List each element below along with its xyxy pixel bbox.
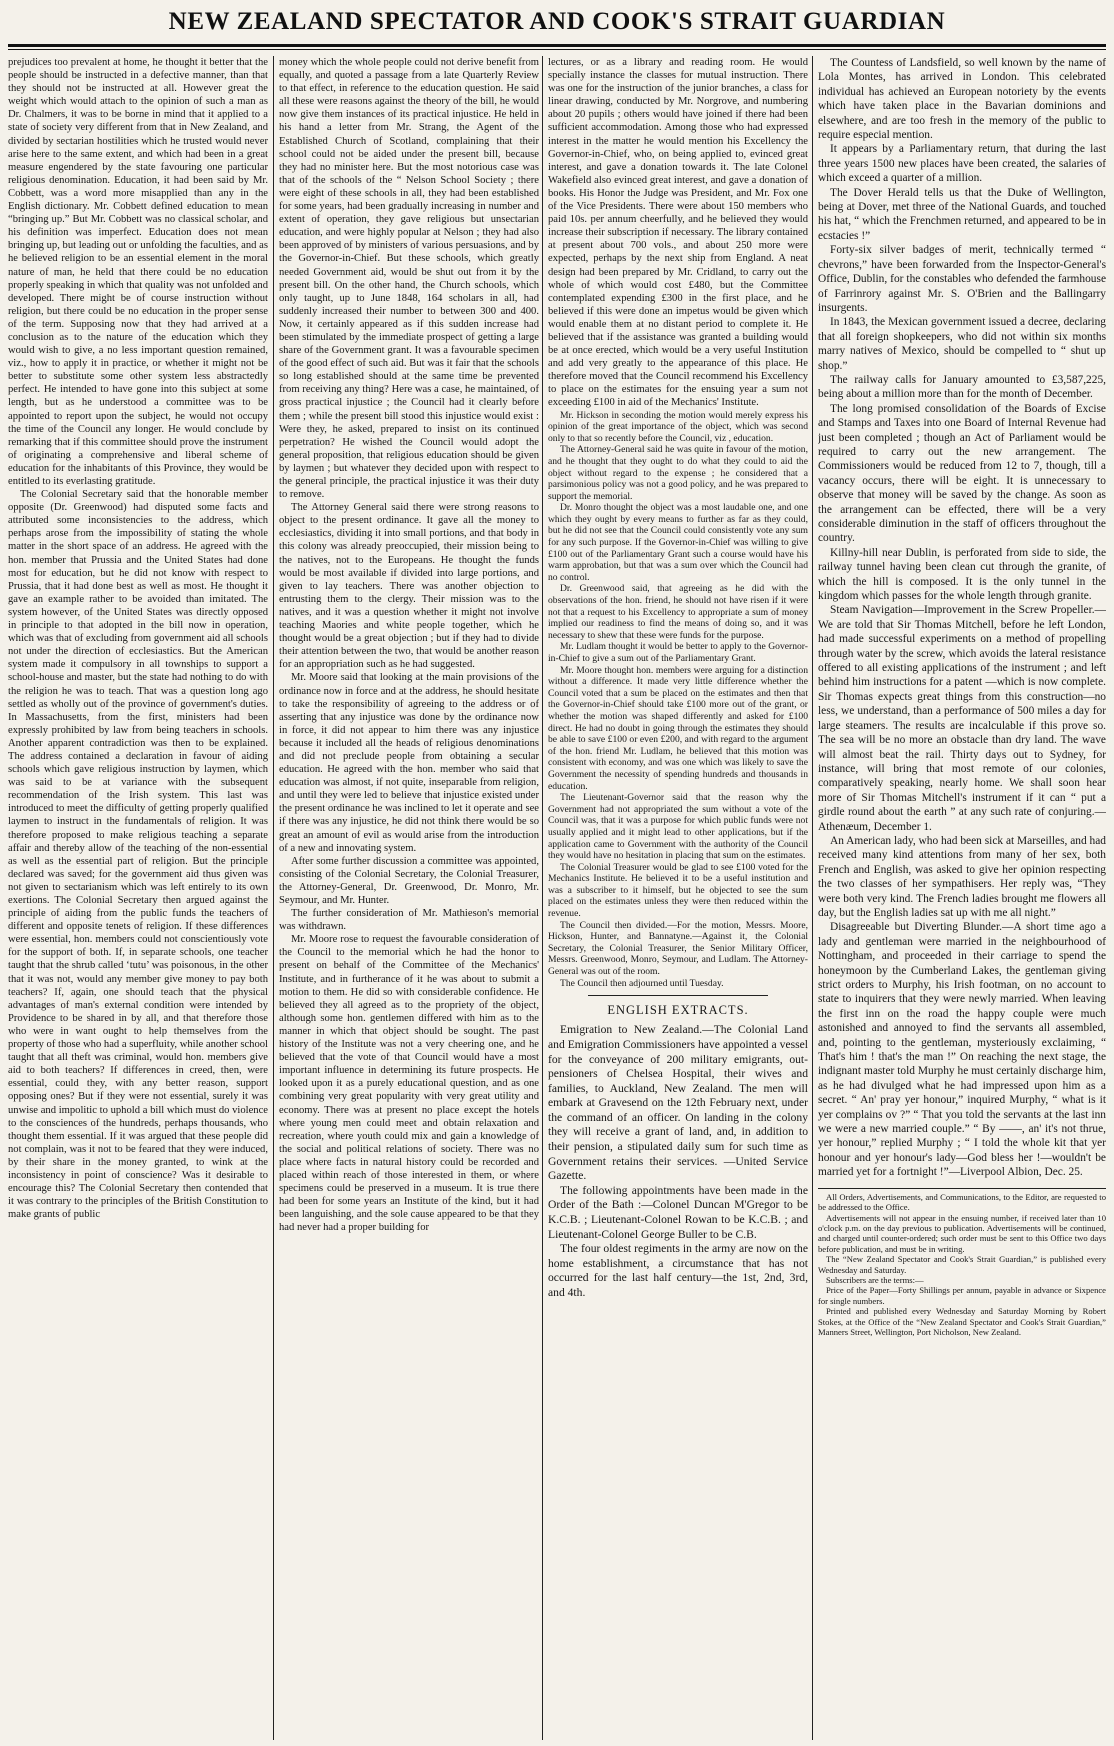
council-proceedings-small — [548, 410, 808, 990]
paragraph: The railway calls for January amounted to £3,587,225, being about a million more than for the month of December. — [818, 373, 1106, 401]
paragraph: Dr. Greenwood said, that agreeing as he did with the observations of the hon. friend, he should not have risen if it were not that a request to his Excellency to appropriate a sum of money implied our readiness to find the means of doing so, and it was necessary to shew that these were funds for the purpose. — [548, 583, 808, 641]
publication-footer — [818, 1188, 1106, 1338]
column-3 — [548, 56, 808, 1740]
paragraph: The Attorney General said there were strong reasons to object to the present ordinance. It gave all the money to ecclesiastics, dividing it into small portions, and that body in this colony was already preoccupied, their mission being to the natives, not to the Europeans. He thought the funds would be most available if divided into large portions, and given to lay teachers. There was another objection to entrusting them to the clergy. Their mission was to the natives, and it was a question whether it might not involve teaching Maories and white people together, which he thought would be a great objection ; but if they had to divide their attention between the two, that would be another reason for an appropriation such as he had suggested. — [279, 502, 539, 671]
paragraph: The Council then divided.—For the motion, Messrs. Moore, Hickson, Hunter, and Bannatyne.—Against it, the Colonial Secretary, the Colonial Treasurer, the Senior Military Officer, Messrs. Greenwood, Monro, Seymour, and Ludlam. The Attorney-General was out of the room. — [548, 919, 808, 978]
column-2 — [279, 56, 539, 1740]
column-divider — [542, 56, 543, 1740]
footer-line: All Orders, Advertisements, and Communications, to the Editor, are requested to be addressed to the Office. — [818, 1191, 1106, 1213]
paragraph: Mr. Moore thought hon. members were arguing for a distinction without a difference. It made very little difference whether the Council voted that a sum be placed on the estimates and then that the Governor-in-Chief should take £100 more out of the grant, or whether the motion was shaped differently and asked for £100 direct. He had no doubt in going through the estimates they should be able to save £100 or even £200, and with regard to the argument of the hon. friend Mr. Ludlam, he believed that this motion was consistent with economy, and was one which was likely to save the Government the necessity of spending hundreds and thousands in education. — [548, 664, 808, 792]
masthead-rule-thin — [8, 49, 1106, 50]
paragraph: Steam Navigation—Improvement in the Screw Propeller.—We are told that Sir Thomas Mitchell, before he left London, had made successful experiments on a method of propelling through water by the screw, which avoids the lateral resistance offered to all existing applications of the instrument ; and left behind him instructions for a patent —which is now complete. Sir Thomas expects great things from this construction—no less, we understand, than a performance of 500 miles a day for large steamers. The results are incalculable if this prove so. The sea will be no more an obstacle than dry land. The wave will almost beat the rail. Thirty days out to Sydney, for instance, will bring that most remote of our colonies, comparatively speaking, nearly home. We shall soon hear more of Sir Thomas Mitchell's instrument if it can “ put a girdle round about the earth ” at any such rate of conjuring.— Athenæum, December 1. — [818, 604, 1106, 833]
paragraph: The following appointments have been made in the Order of the Bath :—Colonel Duncan M'Gregor to be K.C.B. ; Lieutenant-Colonel Rowan to be K.C.B. ; and Lieutenant-Colonel George Buller to be C.B. — [548, 1183, 808, 1241]
paragraph: prejudices too prevalent at home, he thought it better that the people should be instructed in a defective manner, than that they should not be instructed at all. However great the weight which would attach to the opinion of such a man as Dr. Chalmers, it was to be borne in mind that it applied to a state of society very different from that in New Zealand, and divided by sectarian hostilities which he trusted would never arise here to the same extent, and which had been in a great measure engendered by the state favouring one particular religious denomination. Education, it had been said by Mr. Cobbett, was a word more misapplied than any in the English dictionary. Mr. Cobbett defined education to mean “bringing up.” But Mr. Cobbett was no classical scholar, and his definition was imperfect. Education does not mean bringing up, but leading out or unfolding the faculties, and as he believed religion to be an essential element in the moral nature of man, he held that there could be no education properly speaking in which that quality was not unfolded and developed. There might be of course instruction without religion, but there could be no education in the proper sense of the term. Supposing now that they had arrived at a conclusion as to the nature of the education which they would wish to give, a no less important question remained, viz., how to apply it in practice, or whether it might not be better to substitute some other system less abstractedly perfect. He intended to have gone into this subject at some length, but as he understood a committee was to be appointed to report upon the subject, he would not occupy the time of the Council any longer. He would conclude by remarking that if this committee should prove the instrument of originating a comprehensive and liberal scheme of education for the inhabitants of this Province, they would be entitled to its everlasting gratitude. — [8, 57, 268, 487]
paragraph: The Dover Herald tells us that the Duke of Wellington, being at Dover, met three of the National Guards, and touched his hat, “ which the Frenchmen returned, and appeared to be in ecstacies !” — [818, 186, 1106, 242]
paragraph: The further consideration of Mr. Mathieson's memorial was withdrawn. — [279, 908, 539, 933]
paragraph: lectures, or as a library and reading room. He would specially instance the classes for mutual instruction. There was one for the instruction of the junior branches, a class for linear drawing, conducted by Mr. Norgrove, and numbering about 20 pupils ; others would have joined if there had been sufficient accommodation. Among those who had expressed interest in the matter he would mention his Excellency the Governor-in-Chief, who, on being applied to, evinced great interest, and gave a donation towards it. The late Colonel Wakefield also evinced great interest, and gave a donation of books. His Honor the Judge was President, and Mr. Fox one of the Vice Presidents. There were about 150 members who paid 10s. per annum cheerfully, and he believed they would increase their subscription if necessary. The library contained at present about 700 vols., and about 250 more were expected, perhaps by the next ship from England. A neat design had been prepared by Mr. Cridland, to carry out the whole of which would cost £480, but the Committee contemplated expending £300 in the first place, and he believed if this were done an impetus would be given which would enable them at no distant period to complete it. He believed that if the assistance was granted a building would be at once erected, which would be a very useful Institution and add very greatly to the appearance of this place. He therefore moved that the Council recommend his Excellency to place on the estimates for the ensuing year a sum not exceeding £100 in aid of the Mechanics' Institute. — [548, 57, 808, 409]
paragraph: In 1843, the Mexican government issued a decree, declaring that all foreign shopkeepers, who did not within six months marry natives of Mexico, should be compelled to “ shut up shop.” — [818, 316, 1106, 372]
english-extracts — [548, 1023, 808, 1300]
paragraph: Mr. Moore said that looking at the main provisions of the ordinance now in force and at the address, he should hesitate to take the responsibility of agreeing to the address or of asserting that any injustice was done by the ordinance now in force, it did not appear to him there was any injustice because it included all the heads of religious denominations and did not preclude people from obtaining a secular education. He agreed with the hon. member who said that education was almost, if not quite, inseparable from religion, and until they were led to believe that injustice existed under the present ordinance he was inclined to let it operate and see if there was any injustice, he did not think there would be so great an amount of evil as would arise from the introduction of a new and innovating system. — [279, 672, 539, 854]
paragraph: The Countess of Landsfield, so well known by the name of Lola Montes, has arrived in London. This celebrated individual has achieved an European notoriety by the events which have taken place in the Bavarian dominions and elsewhere, and are too fresh in the memory of the public to require especial mention. — [818, 57, 1106, 142]
paragraph: Mr. Ludlam thought it would be better to apply to the Governor-in-Chief to give a sum out of the Parliamentary Grant. — [548, 641, 808, 664]
paragraph: Disagreeable but Diverting Blunder.—A short time ago a lady and gentleman were married in the neighbourhood of Nottingham, and proceeded in their carriage to spend the honeymoon by the Cumberland Lakes, the gentleman giving strict orders to Murphy, his Irish footman, on no account to state to inquirers that they were newly married. When leaving the first inn on the road the happy couple were much astonished and annoyed to find the servants all assembled, and, pointing to the gentleman, mysteriously exclaiming, “ That's him ! that's the man !” On reaching the next stage, the indignant master told Murphy he must certainly discharge him, as he had divulged what he had impressed upon him as a secret. “ An' pray yer honour,” inquired Murphy, “ what is it yer complains ov ?” “ That you told the servants at the last inn we were a new married couple.” “ By ——, an' it's not thrue, yer honour,” replied Murphy ; “ I told the whole kit that yer honour and yer honour's lady—God bless her !—wouldn't be married yet for a fortnight !”—Liverpool Albion, Dec. 25. — [818, 921, 1106, 1179]
masthead-title: NEW ZEALAND SPECTATOR AND COOK'S STRAIT GUARDIAN — [168, 8, 946, 35]
paragraph: The Colonial Treasurer would be glad to see £100 voted for the Mechanics Institute. He believed it to be a useful institution and was a subscriber to it himself, but he objected to see the sum placed on the estimates unless they were then reduced within the revenue. — [548, 861, 808, 920]
paragraph: After some further discussion a committee was appointed, consisting of the Colonial Secretary, the Colonial Treasurer, the Attorney-General, Dr. Greenwood, Dr. Monro, Mr. Seymour, and Mr. Hunter. — [279, 855, 539, 906]
paragraph: An American lady, who had been sick at Marseilles, and had received many kind attentions from many of her sex, both French and English, was asked to give her opinion respecting the two classes of her sympathisers. Her reply was, “They were both very kind. The French ladies brought me flowers all day, but the English ladies sat up with me all night.” — [818, 834, 1106, 919]
paragraph: money which the whole people could not derive benefit from equally, and quoted a passage from a late Quarterly Review to that effect, in reference to the education question. He said all these were reasons against the theory of the bill, he would now give them instances of its practical injustice. He held in his hand a letter from Mr. Strang, the Agent of the Established Church of Scotland, complaining that their school could not be aided under the present bill, because they had no minister here. But the most notorious case was that of the schools of the “ Nelson School Society ; there were eight of these schools in all, they had been established for some years, had been gradually increasing in number and extent of operation, they gave religious but unsectarian education, and were highly popular at Nelson ; they had also been approved of by ministers of various persuasions, and by the Governor-in-Chief. But these schools, which greatly needed Government aid, would be shut out from it by the present bill. On the other hand, the Church schools, which only taught, up to June 1848, 164 scholars in all, had suddenly increased their number to between 300 and 400. Now, it certainly appeared as if this sudden increase had been stimulated by the immediate prospect of getting a large share of the Government grant. It was a favourable specimen of the good effect of such aid. But was it fair that the schools so long established should at the same time be prevented from receiving any thing? Here was a case, he maintained, of gross practical injustice ; the Council had it clearly before them ; while the present bill stood this injustice would exist : Were they, he asked, prepared to insist on its continued perpetration? He wished the Council would adopt the general proposition, that religious education should be given by laymen ; but whatever they decided upon with respect to the general principle, the practical injustice it was their duty to remove. — [279, 57, 539, 501]
paragraph: The Council then adjourned until Tuesday. — [560, 977, 724, 989]
column-divider — [812, 56, 813, 1740]
paragraph: The Colonial Secretary said that the honorable member opposite (Dr. Greenwood) had disputed some facts and attributed some inconsistencies to the address, which perhaps arose from the impossibility of stating the whole matter in the short space of an address. He agreed with the hon. member that Prussia and the United States had done most for education, but he did not know with respect to Prussia, that it had done best as well as most. He thought it gave an example rather to be avoided than imitated. The system however, of the United States was directly opposed in principle to that adopted in the bill now in operation, which was that of excluding from government aid all schools not under the direction of ecclesiastics. But the American system made it compulsory in all townships to support a school-house and master, but the state had nothing to do with the religion he was to teach. That was a question long ago settled as wholly out of the province of government's duties. In Massachusetts, from the first, ministers had been expressly prohibited by law from being teachers in schools. Another apparent contradiction was then to be explained. The address contained a declaration in favour of aiding schools which gave religious instruction by laymen, which was said to be at variance with the subsequent recommendation of the Irish system. This last was introduced to meet the difficulty of getting properly qualified laymen to instruct in the fundamentals of religion. It was therefore proposed to make religious teaching a separate affair and thereby allow of the teaching of the non-essential as well as the essential part of religion. But the principle declared was saved; for the government aid thus given was not given to sectarianism which was left entirely to its own exertions. The Colonial Secretary then argued against the principle of aiding from the public funds the teachers of different and opposite tenets of religion. If these differences were essential, hon. members could not conscientiously vote for the support of both. If, in separate schools, one teacher taught that the shrub called ‘tutu’ was poisonous, in the other that it was not, would any member give money to pay both teachers? If, again, one should teach that the physical advantages of man's external condition were intended by Providence to be shared in by all, and that therefore those who were in want ought to help themselves from the property of those who had a superfluity, while another school taught that all theft was criminal, would hon. members give aid to both teachers? If differences in creed, then, were essential, could they, with any better reason, support opposing ones? But if they were not essential, surely it was unwise and impolitic to uphold a bill which must do violence to the consciences of the hundreds, perhaps thousands, who thought them essential. If it was argued that these people did not complain, was it not to be feared that they were induced, by their share in the money granted, to wink at the inconsistency in point of conscience? Was it desirable to encourage this? The Colonial Secretary then contended that it was contrary to the principles of the British Constitution to make grants of public — [8, 489, 268, 1221]
masthead-rule-thick — [8, 44, 1106, 47]
paragraph: Forty-six silver badges of merit, technically termed “ chevrons,” have been forwarded from the Inspector-General's Office, Dublin, for the constables who defended the farmhouse of Farrinrory against Mr. S. O'Brien and the Ballingarry insurgents. — [818, 244, 1106, 314]
section-rule — [588, 995, 768, 996]
column-4 — [818, 56, 1106, 1740]
footer-line: The “New Zealand Spectator and Cook's Strait Guardian,” is published every Wednesday and Saturday. — [818, 1254, 1106, 1275]
paragraph: The four oldest regiments in the army are now on the home establishment, a circumstance that has not occurred for the last half century—the 1st, 2nd, 3rd, and 4th. — [548, 1242, 808, 1299]
footer-line: Subscribers are the terms:— — [826, 1274, 924, 1285]
paragraph: Mr. Hickson in seconding the motion would merely express his opinion of the great importance of the object, which was second only to that so recently before the Council, viz , education. — [548, 409, 808, 444]
paragraph: The Lieutenant-Governor said that the reason why the Government had not appropriated the sum without a vote of the Council was, that it was a purpose for which public funds were not usually applied and it might lead to other applications, but if the application came to Government with the authority of the Council they would have no hesitation in placing that sum on the estimates. — [548, 792, 808, 862]
footer-line: Advertisements will not appear in the ensuing number, if received later than 10 o'clock p.m. on the day previous to publication. Advertisements will be continued, and charged until counter-ordered; such order must be sent to this Office two days before publication, and must be in writing. — [818, 1212, 1106, 1254]
paragraph: The Attorney-General said he was quite in favour of the motion, and he thought that they ought to do what they could to aid the object without regard to the expense ; he considered that a parsimonious policy was not a good policy, and he was prepared to support the memorial. — [548, 444, 808, 502]
footer-line: Printed and published every Wednesday and Saturday Morning by Robert Stokes, at the Office of the “New Zealand Spectator and Cook's Strait Guardian,” Manners Street, Wellington, Port Nicholson, New Zealand. — [818, 1306, 1106, 1337]
paragraph: Emigration to New Zealand.—The Colonial Land and Emigration Commissioners have appointed a vessel for the conveyance of 200 military emigrants, out-pensioners of Chelsea Hospital, their wives and families, to Auckland, New Zealand. The men will embark at Gravesend on the 12th February next, under the command of an officer. On landing in the colony they will receive a grant of land, and, in addition to their pension, a stipulated daily sum for such time as Government retains their services. —United Service Gazette. — [548, 1023, 808, 1183]
paragraph: Killny-hill near Dublin, is perforated from side to side, the railway tunnel having been clean cut through the granite, of which the hill is composed. It is the only tunnel in the kingdom which passes for the whole length through granite. — [818, 546, 1106, 603]
footer-line: Price of the Paper—Forty Shillings per annum, payable in advance or Sixpence for single numbers. — [818, 1285, 1106, 1306]
paragraph: The long promised consolidation of the Boards of Excise and Stamps and Taxes into one Board of Internal Revenue had just been completed ; though an Act of Parliament would be required to carry out the new arrangement. The Commissioners would be reduced from 12 to 7, though, till a vacancy occurs, there will be eight. It is unnecessary to observe that money will be saved by the change. As soon as the arrangement can be effected, there will be a very considerable diminution in the staff of officers throughout the country. — [818, 402, 1106, 545]
paragraph: Dr. Monro thought the object was a most laudable one, and one which they ought by every means to further as far as they could, but he did not see that the Council could consistently vote any sum for any such purpose. If the Governor-in-Chief was willing to give £100 out of the Parliamentary Grant such a course would have his warm approbation, but that was a sum over which the Council had no control. — [548, 502, 808, 583]
section-heading-english-extracts: ENGLISH EXTRACTS. — [607, 1003, 749, 1018]
column-1 — [8, 56, 268, 1740]
paragraph: Mr. Moore rose to request the favourable consideration of the Council to the memorial which he had the honor to present on behalf of the Committee of the Mechanics' Institute, and in furtherance of it he was about to submit a motion to them. He did so with considerable confidence. He believed they all agreed as to the propriety of the object, although some hon. gentlemen differed with him as to the manner in which that object should be sought. The past history of the Institute was not a very cheering one, and he believed that the vote of that Council would have a most important influence in determining its future prospects. He looked upon it as a purely educational question, and as one combining very great popularity with very great utility and economy. There was at present no place except the hotels where young men could meet and obtain relaxation and recreation, where youth could mix and gain a knowledge of the social and political relations of society. There was no place where facts in natural history could be recorded and placed within reach of those interested in them, or where specimens could be preserved in a museum. It is true there had been for some years an Institute of the kind, but it had been languishing, and the sole cause appeared to be that they had never had a proper building for — [279, 934, 539, 1234]
column-divider — [273, 56, 274, 1740]
paragraph: It appears by a Parliamentary return, that during the last three years 1500 new places have been created, the salaries of which exceed a quarter of a million. — [818, 143, 1106, 185]
